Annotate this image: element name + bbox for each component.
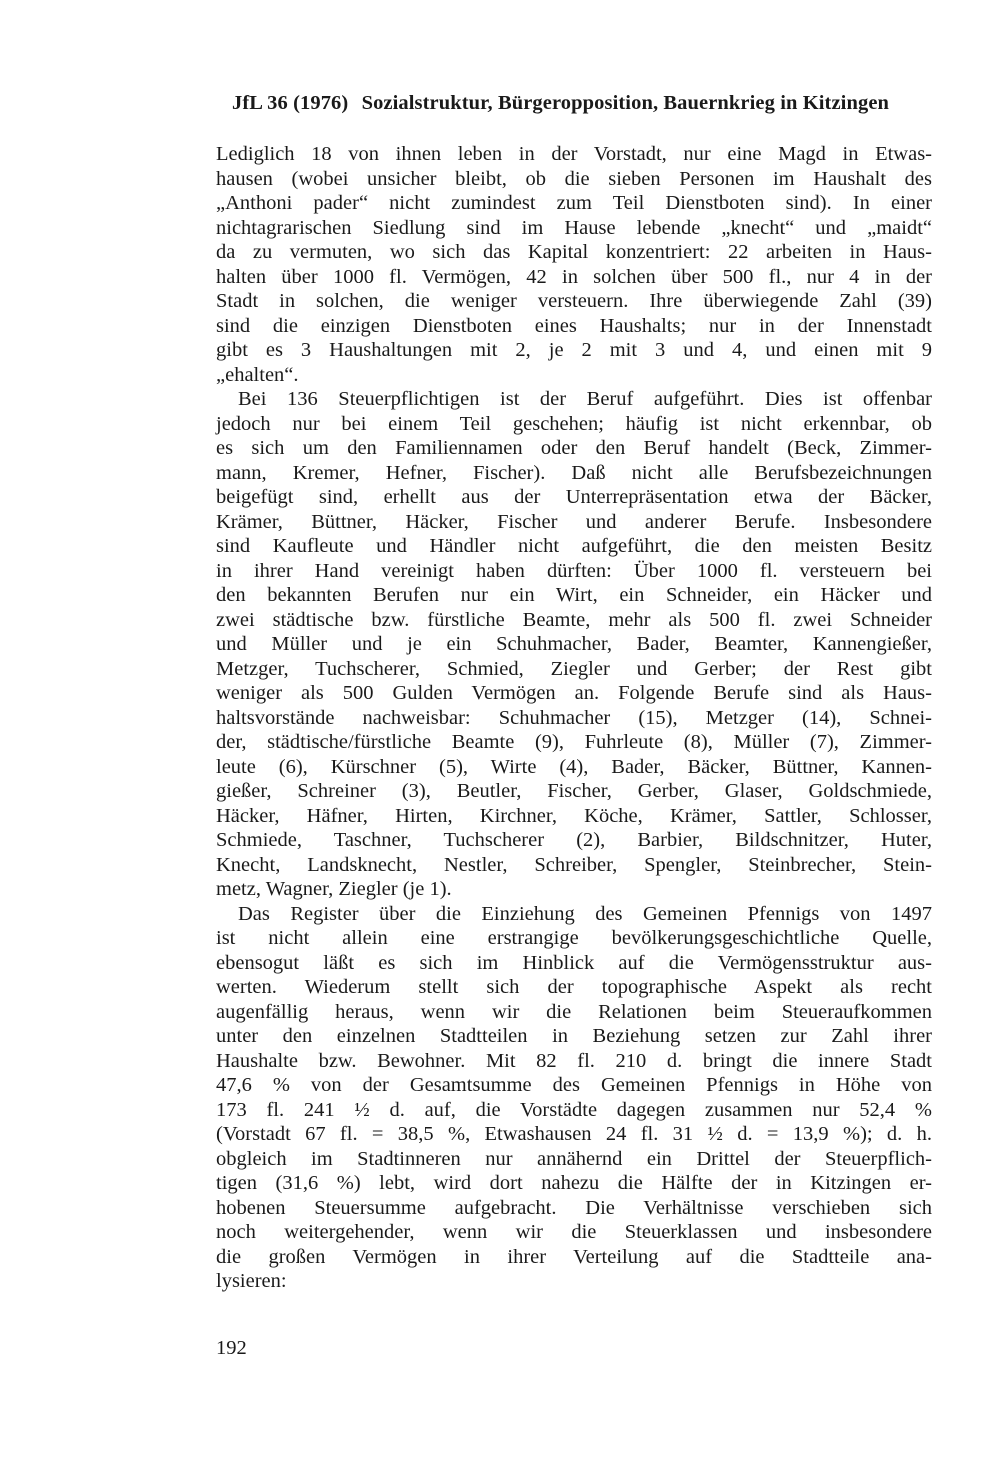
text-line: weniger als 500 Gulden Vermögen an. Folgende Berufe sind als Haus-	[216, 682, 932, 704]
text-line: ist nicht allein eine erstrangige bevölkerungsgeschichtliche Quelle,	[216, 927, 932, 949]
text-line: (Vorstadt 67 fl. = 38,5 %, Etwashausen 24 fl. 31 ½ d. = 13,9 %); d. h.	[216, 1123, 932, 1145]
text-line: halten über 1000 fl. Vermögen, 42 in solchen über 500 fl., nur 4 in der	[216, 265, 932, 288]
text-line: Metzger, Tuchscherer, Schmied, Ziegler und Gerber; der Rest gibt	[216, 657, 932, 680]
text-line: hausen (wobei unsicher bleibt, ob die sieben Personen im Haushalt des	[216, 167, 932, 190]
text-line: nichtagrarischen Siedlung sind im Hause lebende „knecht“ und „maidt“	[216, 216, 932, 239]
text-line: Lediglich 18 von ihnen leben in der Vorstadt, nur eine Magd in Etwas-	[216, 143, 932, 165]
text-line: gießer, Schreiner (3), Beutler, Fischer, Gerber, Glaser, Goldschmiede,	[216, 780, 932, 802]
text-line: unter den einzelnen Stadtteilen in Beziehung setzen zur Zahl ihrer	[216, 1025, 932, 1047]
article-title: Sozialstruktur, Bürgeropposition, Bauernkrieg in Kitzingen	[361, 92, 890, 114]
text-line: „Anthoni pader“ nicht zumindest zum Teil Dienstboten sind). In einer	[216, 192, 932, 214]
text-line: „ehalten“.	[216, 363, 299, 386]
text-line: den bekannten Berufen nur ein Wirt, ein Schneider, ein Häcker und	[216, 584, 932, 606]
text-line: Schmiede, Taschner, Tuchscherer (2), Barbier, Bildschnitzer, Huter,	[216, 829, 932, 851]
text-line: ebensogut läßt es sich im Hinblick auf die Vermögensstruktur aus-	[216, 951, 932, 974]
text-line: gibt es 3 Haushaltungen mit 2, je 2 mit 3 und 4, und einen mit 9	[216, 339, 932, 361]
text-line: lysieren:	[216, 1270, 287, 1292]
text-line: jedoch nur bei einem Teil geschehen; häufig ist nicht erkennbar, ob	[216, 412, 932, 435]
text-line: obgleich im Stadtinneren nur annähernd ein Drittel der Steuerpflich-	[216, 1147, 932, 1170]
journal-reference: JfL 36 (1976)	[232, 92, 349, 114]
text-body	[216, 142, 932, 1294]
text-line: augenfällig heraus, wenn wir die Relationen beim Steueraufkommen	[216, 1000, 932, 1023]
text-line: metz, Wagner, Ziegler (je 1).	[216, 878, 452, 900]
text-line: Das Register über die Einziehung des Gemeinen Pfennigs von 1497	[238, 902, 932, 925]
text-line: Knecht, Landsknecht, Nestler, Schreiber, Spengler, Steinbrecher, Stein-	[216, 853, 932, 876]
running-head	[232, 92, 922, 115]
text-line: Häcker, Häfner, Hirten, Kirchner, Köche, Krämer, Sattler, Schlosser,	[216, 804, 932, 827]
text-line: die großen Vermögen in ihrer Verteilung auf die Stadtteile ana-	[216, 1245, 932, 1268]
text-line: zwei städtische bzw. fürstliche Beamte, mehr als 500 fl. zwei Schneider	[216, 608, 932, 631]
text-line: 173 fl. 241 ½ d. auf, die Vorstädte dagegen zusammen nur 52,4 %	[216, 1098, 932, 1121]
text-line: haltsvorstände nachweisbar: Schuhmacher (15), Metzger (14), Schnei-	[216, 706, 932, 729]
text-line: noch weitergehender, wenn wir die Steuerklassen und insbesondere	[216, 1221, 932, 1243]
text-line: mann, Kremer, Hefner, Fischer). Daß nicht alle Berufsbezeichnungen	[216, 461, 932, 484]
text-line: da zu vermuten, wo sich das Kapital konzentriert: 22 arbeiten in Haus-	[216, 241, 932, 263]
text-line: in ihrer Hand vereinigt haben dürften: Über 1000 fl. versteuern bei	[216, 559, 932, 582]
text-line: Haushalte bzw. Bewohner. Mit 82 fl. 210 d. bringt die innere Stadt	[216, 1049, 932, 1072]
text-line: sind die einzigen Dienstboten eines Haushalts; nur in der Innenstadt	[216, 314, 932, 337]
text-line: es sich um den Familiennamen oder den Beruf handelt (Beck, Zimmer-	[216, 437, 932, 459]
page-number: 192	[216, 1337, 247, 1359]
text-line: tigen (31,6 %) lebt, wird dort nahezu die Hälfte der in Kitzingen er-	[216, 1172, 932, 1194]
text-line: beigefügt sind, erhellt aus der Unterrepräsentation etwa der Bäcker,	[216, 486, 932, 508]
text-line: Stadt in solchen, die weniger versteuern. Ihre überwiegende Zahl (39)	[216, 290, 932, 312]
text-line: Bei 136 Steuerpflichtigen ist der Beruf aufgeführt. Dies ist offenbar	[238, 388, 932, 410]
text-line: sind Kaufleute und Händler nicht aufgeführt, die den meisten Besitz	[216, 535, 932, 557]
text-line: Krämer, Büttner, Häcker, Fischer und anderer Berufe. Insbesondere	[216, 510, 932, 533]
text-line: werten. Wiederum stellt sich der topographische Aspekt als recht	[216, 976, 932, 998]
text-line: und Müller und je ein Schuhmacher, Bader, Beamter, Kannengießer,	[216, 633, 932, 655]
text-line: hobenen Steuersumme aufgebracht. Die Verhältnisse verschieben sich	[216, 1196, 932, 1219]
text-line: der, städtische/fürstliche Beamte (9), Fuhrleute (8), Müller (7), Zimmer-	[216, 731, 932, 753]
text-line: leute (6), Kürschner (5), Wirte (4), Bader, Bäcker, Büttner, Kannen-	[216, 755, 932, 778]
text-line: 47,6 % von der Gesamtsumme des Gemeinen Pfennigs in Höhe von	[216, 1074, 932, 1096]
